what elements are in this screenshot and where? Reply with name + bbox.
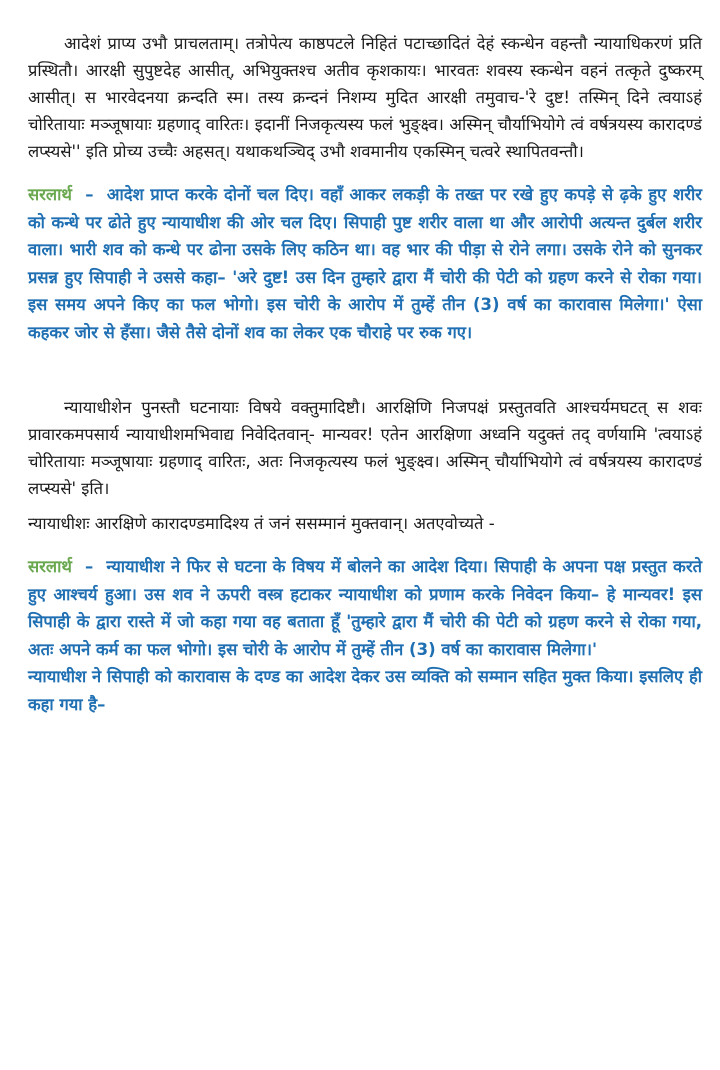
translation-text-2: न्यायाधीश ने फिर से घटना के विषय में बोलने का आदेश दिया। सिपाही के अपना पक्ष प्रस्तुत करते हुए आश्चर्य हुआ। उस शव ने ऊपरी वस्त्र हटाकर न्यायाधीश को प्रणाम करके निवेदन किया– हे मान्यवर! इस सिपाही के द्वारा रास्ते में जो कहा गया वह बताता हूँ 'तुम्हारे द्वारा मैं चोरी की पेटी को ग्रहण करने से रोका गया, अतः अपने कर्म का फल भोगो। इस चोरी के आरोप में तुम्हें तीन (3) वर्ष का कारावास मिलेगा।' bbox=[28, 557, 703, 659]
spacer bbox=[28, 165, 702, 181]
spacer bbox=[28, 502, 702, 510]
translation-paragraph-3: न्यायाधीश ने सिपाही को कारावास के दण्ड का आदेश देकर उस व्यक्ति को सम्मान सहित मुक्त किया। इसलिए ही कहा गया है– bbox=[28, 667, 702, 714]
label-dash: – bbox=[85, 185, 94, 204]
translation-text-1: आदेश प्राप्त करके दोनों चल दिए। वहाँ आकर लकड़ी के तख्त पर रखे हुए कपड़े से ढ़के हुए शरीर को कन्धे पर ढोते हुए न्यायाधीश की ओर चल दिए। सिपाही पुष्ट शरीर वाला था और आरोपी अत्यन्त दुर्बल शरीर वाला। भारी शव को कन्धे पर ढोना उसके लिए कठिन था। वह भार की पीड़ा से रोने लगा। उसके रोने को सुनकर प्रसन्न हुए सिपाही ने उससे कहा– 'अरे दुष्ट! उस दिन तुम्हारे द्वारा मैं चोरी की पेटी को ग्रहण करने से रोका गया। इस समय अपने किए का फल भोगो। इस चोरी के आरोप में तुम्हें तीन (3) वर्ष का कारावास मिलेगा।' ऐसा कहकर जोर से हँसा। जैसे तैसे दोनों शव का लेकर एक चौराहे पर रुक गए। bbox=[28, 185, 702, 342]
translation-paragraph-2 bbox=[28, 553, 702, 663]
sanskrit-passage-3: न्यायाधीशः आरक्षिणे कारादण्डमादिश्य तं जनं ससम्मानं मुक्तवान्। अतएवोच्यते - bbox=[28, 514, 495, 533]
spacer bbox=[28, 537, 702, 553]
sanskrit-passage-1: आदेशं प्राप्य उभौ प्राचलताम्। तत्रोपेत्य काष्ठपटले निहितं पटाच्छादितं देहं स्कन्धेन वहन्तौ न्यायाधिकरणं प्रति प्रस्थितौ। आरक्षी सुपुष्टदेह आसीत्, अभियुक्तश्च अतीव कृशकायः। भारवतः शवस्य स्कन्धेन वहनं तत्कृते दुष्करम् आसीत्। स भारवेदनया क्रन्दति स्म। तस्य क्रन्दनं निशम्य मुदित आरक्षी तमुवाच-'रे दुष्ट! तस्मिन् दिने त्वयाऽहं चोरितायाः मञ्जूषायाः ग्रहणाद् वारितः। इदानीं निजकृत्यस्य फलं भुङ्क्ष्व। अस्मिन् चौर्याभियोगे त्वं वर्षत्रयस्य कारादण्डं लप्स्यसे'' इति प्रोच्य उच्चैः अहसत्। यथाकथञ्चिद् उभौ शवमानीय एकस्मिन् चत्वरे स्थापितवन्तौ। bbox=[28, 34, 702, 161]
translation-paragraph-1 bbox=[28, 181, 702, 346]
translation-label: सरलार्थ bbox=[28, 185, 72, 204]
translation-label: सरलार्थ bbox=[28, 557, 72, 576]
spacer bbox=[28, 346, 702, 394]
label-dash: – bbox=[85, 557, 94, 576]
sanskrit-passage-2: न्यायाधीशेन पुनस्तौ घटनायाः विषये वक्तुमादिष्टौ। आरक्षिणि निजपक्षं प्रस्तुतवति आश्चर्यमघटत् स शवः प्रावारकमपसार्य न्यायाधीशमभिवाद्य निवेदितवान्- मान्यवर! एतेन आरक्षिणा अध्वनि यदुक्तं तद् वर्णयामि 'त्वयाऽहं चोरितायाः मञ्जूषायाः ग्रहणाद् वारितः, अतः निजकृत्यस्य फलं भुङ्क्ष्व। अस्मिन् चौर्याभियोगे त्वं वर्षत्रयस्य कारादण्डं लप्स्यसे' इति। bbox=[28, 398, 702, 498]
